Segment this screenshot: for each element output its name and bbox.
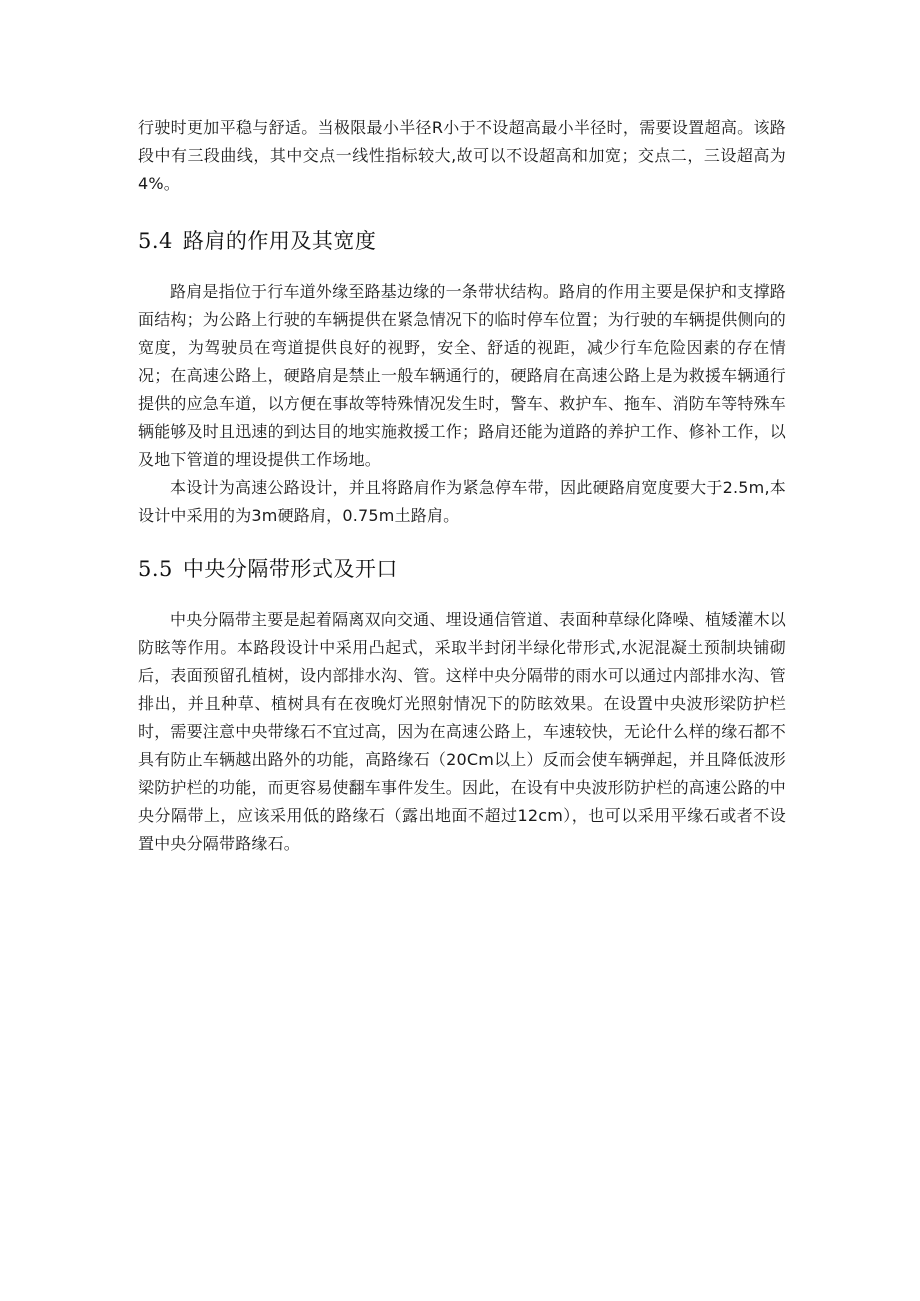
- document-page: [138, 114, 786, 858]
- section-number: 5.5: [138, 557, 173, 581]
- paragraph-shoulder-width: 本设计为高速公路设计，并且将路肩作为紧急停车带，因此硬路肩宽度要大于2.5m,本设计中采用的为3m硬路肩，0.75m土路肩。: [138, 478, 786, 525]
- section-heading-5-4: [138, 226, 786, 256]
- paragraph-shoulder-function: 路肩是指位于行车道外缘至路基边缘的一条带状结构。路肩的作用主要是保护和支撑路面结构；为公路上行驶的车辆提供在紧急情况下的临时停车位置；为行驶的车辆提供侧向的宽度，为驾驶员在弯道提供良好的视野，安全、舒适的视距，减少行车危险因素的存在情况；在高速公路上，硬路肩是禁止一般车辆通行的，硬路肩在高速公路上是为救援车辆通行提供的应急车道，以方便在事故等特殊情况发生时，警车、救护车、拖车、消防车等特殊车辆能够及时且迅速的到达目的地实施救援工作；路肩还能为道路的养护工作、修补工作，以及地下管道的埋设提供工作场地。: [138, 282, 787, 469]
- paragraph-median: 中央分隔带主要是起着隔离双向交通、埋设通信管道、表面种草绿化降噪、植矮灌木以防眩等作用。本路段设计中采用凸起式，采取半封闭半绿化带形式,水泥混凝土预制块铺砌后，表面预留孔植树，设内部排水沟、管。这样中央分隔带的雨水可以通过内部排水沟、管排出，并且种草、植树具有在夜晚灯光照射情况下的防眩效果。在设置中央波形梁防护栏时，需要注意中央带缘石不宜过高，因为在高速公路上，车速较快，无论什么样的缘石都不具有防止车辆越出路外的功能，高路缘石（20Cm以上）反而会使车辆弹起，并且降低波形梁防护栏的功能，而更容易使翻车事件发生。因此，在设有中央波形防护栏的高速公路的中央分隔带上，应该采用低的路缘石（露出地面不超过12cm），也可以采用平缘石或者不设置中央分隔带路缘石。: [138, 610, 787, 853]
- section-heading-5-5: [138, 554, 786, 584]
- continued-paragraph: 行驶时更加平稳与舒适。当极限最小半径R小于不设超高最小半径时，需要设置超高。该路段中有三段曲线，其中交点一线性指标较大,故可以不设超高和加宽；交点二，三设超高为4%。: [138, 118, 786, 193]
- section-title: 路肩的作用及其宽度: [182, 229, 377, 253]
- section-title: 中央分隔带形式及开口: [182, 557, 398, 581]
- section-number: 5.4: [138, 229, 173, 253]
